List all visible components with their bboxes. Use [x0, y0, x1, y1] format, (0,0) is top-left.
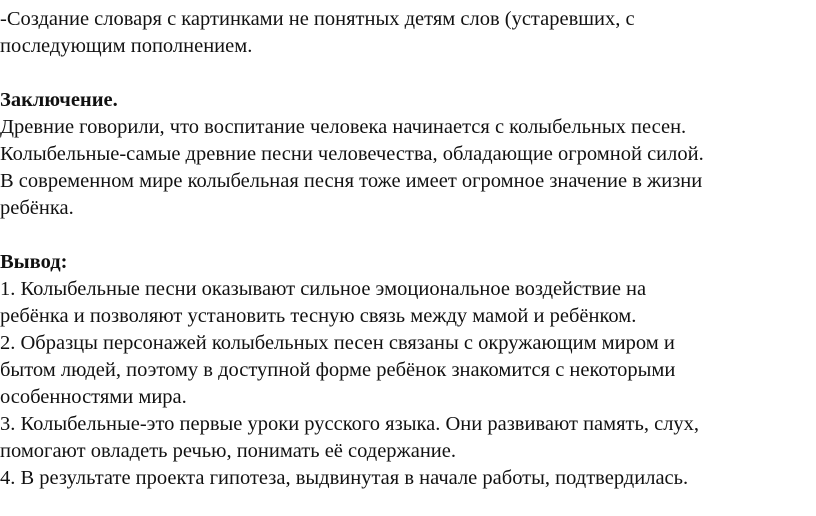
paragraph-spacer — [0, 222, 816, 249]
conclusion-line: Древние говорили, что воспитание человека начинается с колыбельных песен. — [0, 116, 687, 138]
conclusion-line: В современном мире колыбельная песня тоже имеет огромное значение в жизни — [0, 170, 703, 192]
findings-line: 1. Колыбельные песни оказывают сильное эмоциональное воздействие на — [0, 278, 647, 300]
findings-section — [0, 249, 816, 492]
findings-line: 3. Колыбельные-это первые уроки русского языка. Они развивают память, слух, — [0, 413, 700, 435]
findings-heading: Вывод: — [0, 251, 68, 273]
intro-line: -Создание словаря с картинками не понятных детям слов (устаревших, с — [0, 8, 635, 30]
intro-line: последующим пополнением. — [0, 35, 253, 57]
findings-line: бытом людей, поэтому в доступной форме ребёнок знакомится с некоторыми — [0, 359, 676, 381]
findings-line: 4. В результате проекта гипотеза, выдвинутая в начале работы, подтвердилась. — [0, 467, 689, 489]
findings-line: помогают овладеть речью, понимать её содержание. — [0, 440, 456, 462]
paragraph-spacer — [0, 60, 816, 87]
findings-line: ребёнка и позволяют установить тесную связь между мамой и ребёнком. — [0, 305, 637, 327]
conclusion-section — [0, 87, 816, 222]
findings-line: особенностями мира. — [0, 386, 187, 408]
conclusion-line: Колыбельные-самые древние песни человечества, обладающие огромной силой. — [0, 143, 704, 165]
findings-line: 2. Образцы персонажей колыбельных песен связаны с окружающим миром и — [0, 332, 675, 354]
conclusion-heading: Заключение. — [0, 89, 118, 111]
intro-paragraph — [0, 6, 816, 60]
conclusion-line: ребёнка. — [0, 197, 74, 219]
